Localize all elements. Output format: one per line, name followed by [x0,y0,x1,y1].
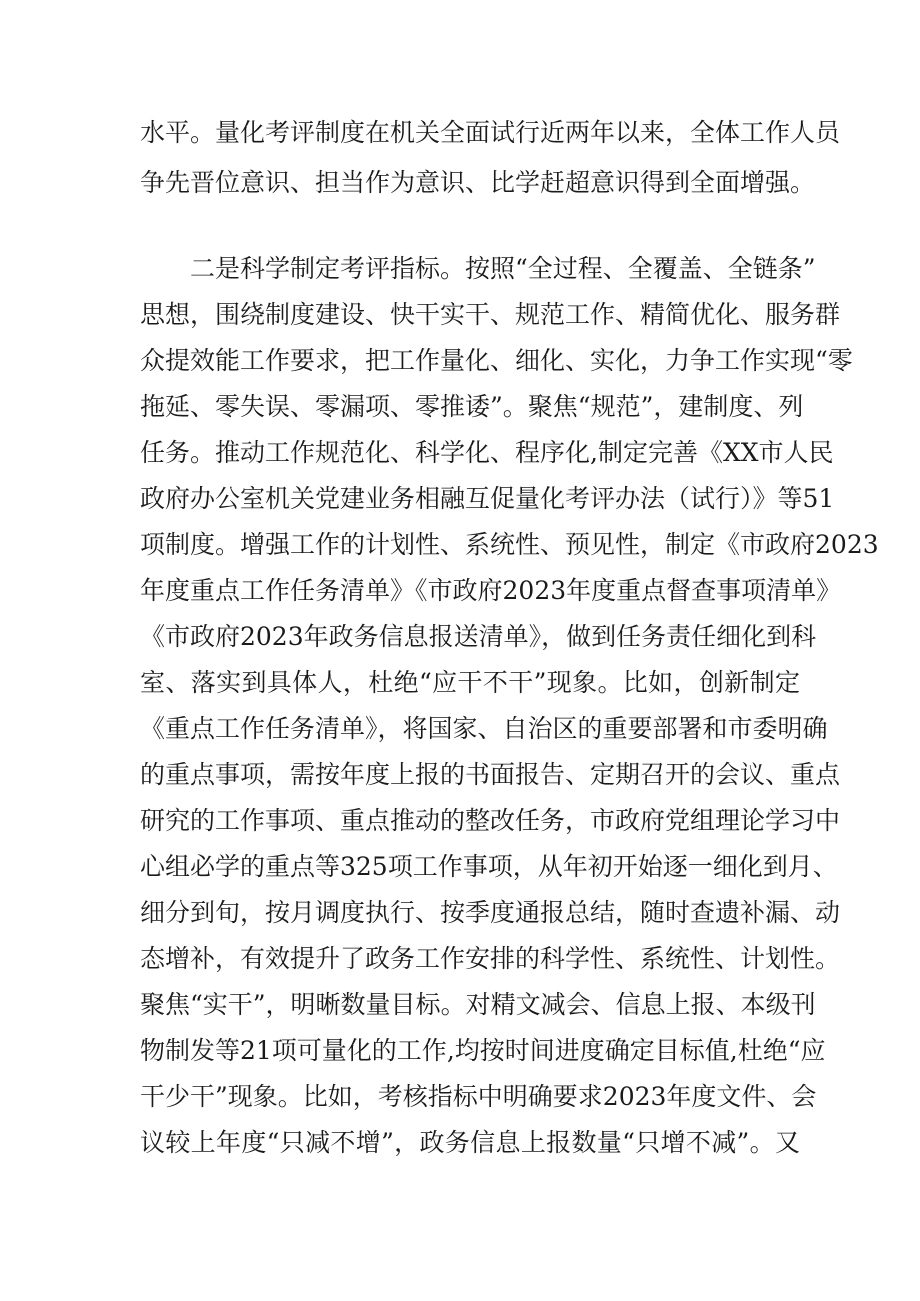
paragraph-2-line-5: 任务。推动工作规范化、科学化、程序化,制定完善《XX市人民 [140,438,834,467]
paragraph-2-line-7: 项制度。增强工作的计划性、系统性、预见性，制定《市政府2023 [140,530,879,559]
paragraph-1-line-2: 争先晋位意识、担当作为意识、比学赶超意识得到全面增强。 [140,168,816,197]
paragraph-2-line-1: 二是科学制定考评指标。按照“全过程、全覆盖、全链条” [190,254,816,283]
paragraph-2-line-3: 众提效能工作要求，把工作量化、细化、实化，力争工作实现“零 [140,346,853,375]
paragraph-2-line-18: 物制发等21项可量化的工作,均按时间进度确定目标值,杜绝“应 [140,1036,826,1065]
paragraph-2-line-14: 心组必学的重点等325项工作事项，从年初开始逐一细化到月、 [140,852,838,881]
paragraph-1-line-1: 水平。量化考评制度在机关全面试行近两年以来，全体工作人员 [140,118,841,147]
paragraph-2-line-8: 年度重点工作任务清单》《市政府2023年度重点督查事项清单》 [140,576,842,605]
paragraph-2-line-6: 政府办公室机关党建业务相融互促量化考评办法（试行）》等51 [140,484,835,513]
paragraph-2-line-19: 干少干”现象。比如，考核指标中明确要求2023年度文件、会 [140,1082,817,1111]
paragraph-2-line-9: 《市政府2023年政务信息报送清单》，做到任务责任细化到科 [140,622,817,651]
paragraph-2-line-17: 聚焦“实干”，明晰数量目标。对精文减会、信息上报、本级刊 [140,990,816,1019]
paragraph-2-line-11: 《重点工作任务清单》，将国家、自治区的重要部署和市委明确 [140,714,828,743]
paragraph-2-line-12: 的重点事项，需按年度上报的书面报告、定期召开的会议、重点 [140,760,841,789]
paragraph-2-line-2: 思想，围绕制度建设、快干实干、规范工作、精简优化、服务群 [140,300,841,329]
paragraph-2-line-15: 细分到旬，按月调度执行、按季度通报总结，随时查遗补漏、动 [140,898,841,927]
paragraph-2-line-16: 态增补，有效提升了政务工作安排的科学性、系统性、计划性。 [140,944,841,973]
paragraph-2-line-13: 研究的工作事项、重点推动的整改任务，市政府党组理论学习中 [140,806,841,835]
paragraph-2-line-20: 议较上年度“只减不增”，政务信息上报数量“只增不减”。又 [140,1128,800,1157]
paragraph-2-line-10: 室、落实到具体人，杜绝“应干不干”现象。比如，创新制定 [140,668,800,697]
paragraph-2-line-4: 拖延、零失误、零漏项、零推诿”。聚焦“规范”，建制度、列 [140,392,804,421]
